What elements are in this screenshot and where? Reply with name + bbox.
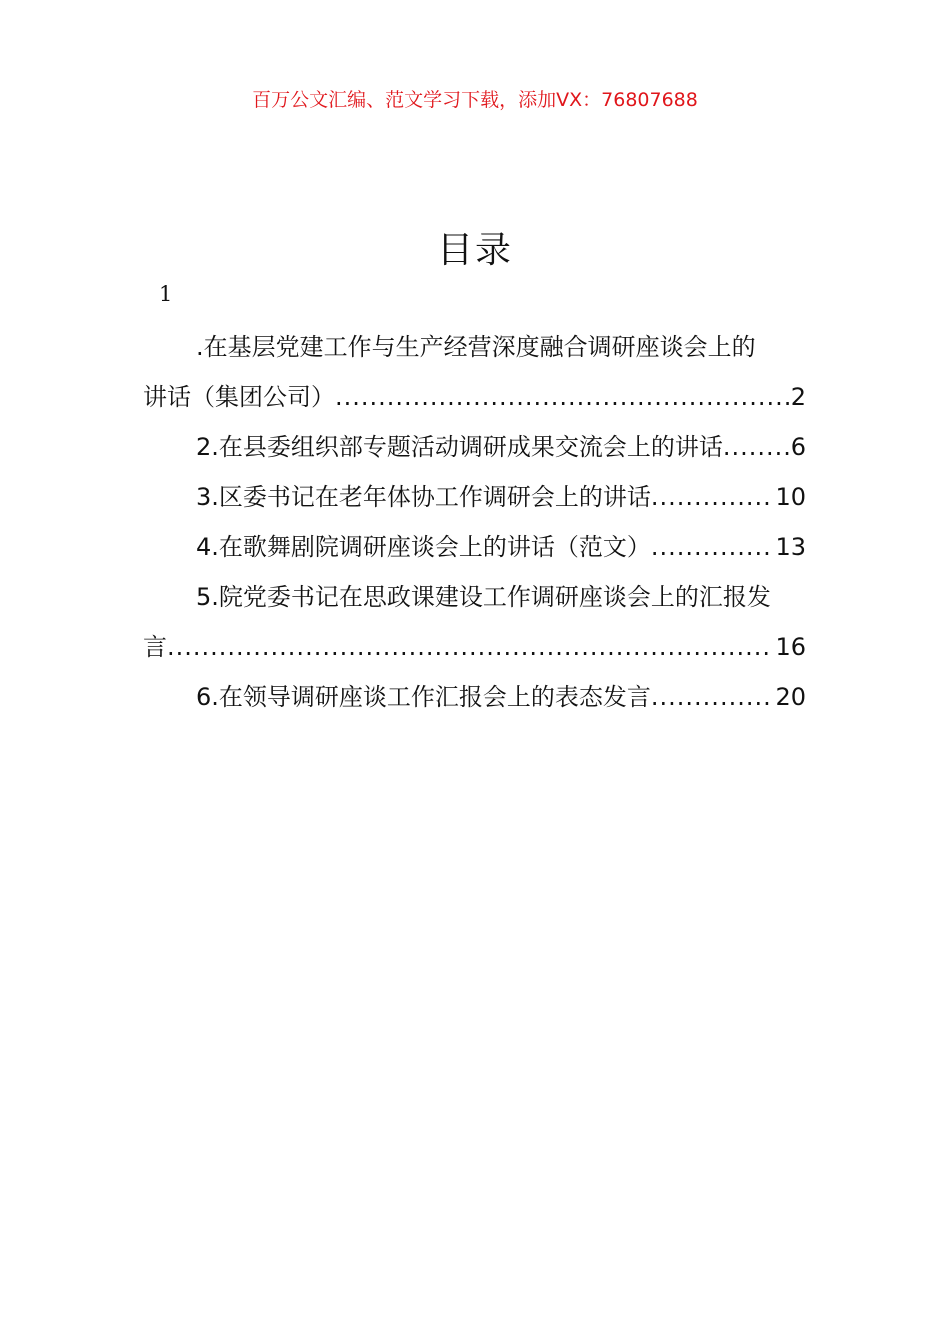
toc-entry-1[interactable]	[143, 322, 806, 422]
header-watermark-note: 百万公文汇编、范文学习下载，添加VX：76807688	[252, 89, 698, 111]
toc-entry-text: 6.在领导调研座谈工作汇报会上的表态发言	[196, 683, 651, 711]
toc-dot-leader	[651, 472, 774, 522]
toc-dot-leader	[651, 672, 774, 722]
toc-dot-leader	[167, 622, 773, 672]
toc-entry-4[interactable]	[143, 522, 806, 572]
toc-page-number: 2	[790, 383, 806, 411]
toc-entry-text-continued: 讲话（集团公司）	[143, 383, 335, 411]
toc-dot-leader	[651, 522, 774, 572]
toc-entry-text: 4.在歌舞剧院调研座谈会上的讲话（范文）	[196, 533, 651, 561]
toc-entry-text-continued: 言	[143, 633, 167, 661]
toc-entry-5[interactable]	[143, 572, 806, 672]
page-number-marker: 1	[159, 282, 173, 306]
toc-dot-leader	[723, 422, 789, 472]
toc-page-number: 10	[775, 483, 806, 511]
toc-page-number: 13	[775, 533, 806, 561]
toc-entry-6[interactable]	[143, 672, 806, 722]
toc-entry-text: .在基层党建工作与生产经营深度融合调研座谈会上的	[196, 333, 756, 361]
toc-entry-2[interactable]	[143, 422, 806, 472]
toc-entry-text: 3.区委书记在老年体协工作调研会上的讲话	[196, 483, 651, 511]
toc-page-number: 6	[790, 433, 806, 461]
toc-entry-3[interactable]	[143, 472, 806, 522]
toc-dot-leader	[335, 372, 789, 422]
toc-page-number: 20	[775, 683, 806, 711]
toc-page-number: 16	[775, 633, 806, 661]
toc-entry-text: 5.院党委书记在思政课建设工作调研座谈会上的汇报发	[196, 583, 771, 611]
toc-entry-text: 2.在县委组织部专题活动调研成果交流会上的讲话	[196, 433, 723, 461]
page-title: 目录	[436, 230, 513, 271]
table-of-contents	[143, 322, 806, 722]
